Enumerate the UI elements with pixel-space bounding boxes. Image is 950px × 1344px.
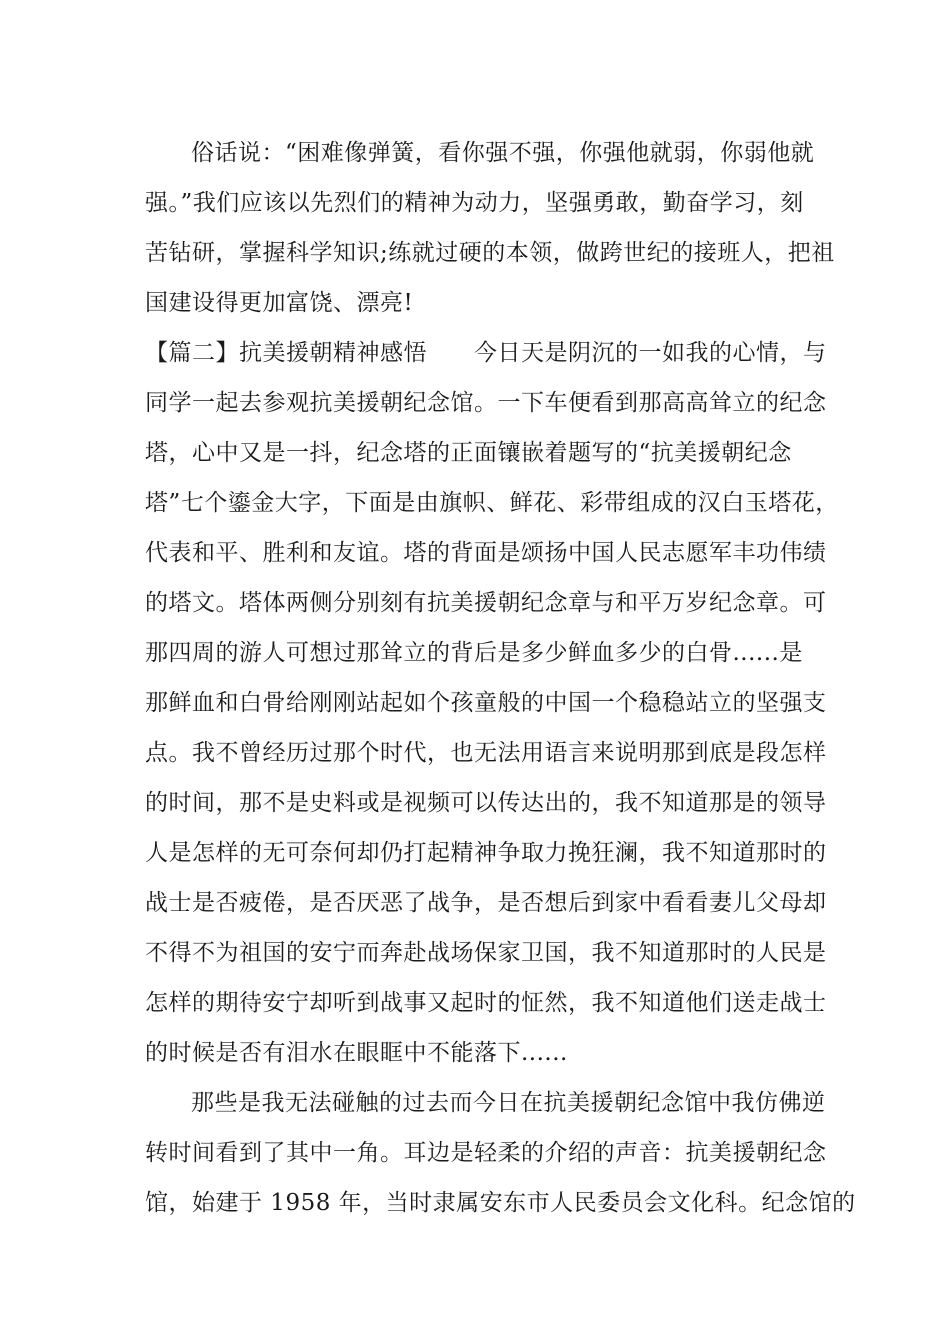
- paragraph-line: 国建设得更加富饶、漂亮!: [145, 290, 414, 316]
- section-heading-line: 【篇二】抗美援朝精神感悟 今日天是阴沉的一如我的心情，与: [145, 340, 827, 366]
- paragraph-line: 的塔文。塔体两侧分别刻有抗美援朝纪念章与和平万岁纪念章。可: [145, 590, 827, 616]
- paragraph-line: 转时间看到了其中一角。耳边是轻柔的介绍的声音：抗美援朝纪念: [145, 1140, 827, 1166]
- paragraph-line: 代表和平、胜利和友谊。塔的背面是颂扬中国人民志愿军丰功伟绩: [145, 540, 827, 566]
- paragraph-line: 的时候是否有泪水在眼眶中不能落下......: [145, 1040, 568, 1066]
- paragraph-line: 点。我不曾经历过那个时代，也无法用语言来说明那到底是段怎样: [145, 740, 827, 766]
- paragraph-line: 强。”我们应该以先烈们的精神为动力，坚强勇敢，勤奋学习，刻: [145, 190, 804, 216]
- paragraph-line: 那四周的游人可想过那耸立的背后是多少鲜血多少的白骨......是: [145, 640, 803, 666]
- paragraph-line: 不得不为祖国的安宁而奔赴战场保家卫国，我不知道那时的人民是: [145, 940, 827, 966]
- paragraph-line: 那些是我无法碰触的过去而今日在抗美援朝纪念馆中我仿佛逆: [191, 1090, 826, 1116]
- paragraph-line: 俗话说：“困难像弹簧，看你强不强，你强他就弱，你弱他就: [191, 140, 815, 166]
- paragraph-line: 人是怎样的无可奈何却仍打起精神争取力挽狂澜，我不知道那时的: [145, 840, 827, 866]
- paragraph-line: 苦钻研，掌握科学知识;练就过硬的本领，做跨世纪的接班人，把祖: [145, 240, 835, 266]
- paragraph-line: 馆，始建于 1958 年，当时隶属安东市人民委员会文化科。纪念馆的: [145, 1190, 856, 1216]
- paragraph-line: 怎样的期待安宁却听到战事又起时的怔然，我不知道他们送走战士: [145, 990, 827, 1016]
- paragraph-line: 的时间，那不是史料或是视频可以传达出的，我不知道那是的领导: [145, 790, 827, 816]
- paragraph-line: 同学一起去参观抗美援朝纪念馆。一下车便看到那高高耸立的纪念: [145, 390, 827, 416]
- paragraph-line: 塔”七个鎏金大字，下面是由旗帜、鲜花、彩带组成的汉白玉塔花，: [145, 490, 839, 516]
- paragraph-line: 塔，心中又是一抖，纪念塔的正面镶嵌着题写的“抗美援朝纪念: [145, 440, 792, 466]
- paragraph-line: 战士是否疲倦，是否厌恶了战争，是否想后到家中看看妻儿父母却: [145, 890, 827, 916]
- paragraph-line: 那鲜血和白骨给刚刚站起如个孩童般的中国一个稳稳站立的坚强支: [145, 690, 827, 716]
